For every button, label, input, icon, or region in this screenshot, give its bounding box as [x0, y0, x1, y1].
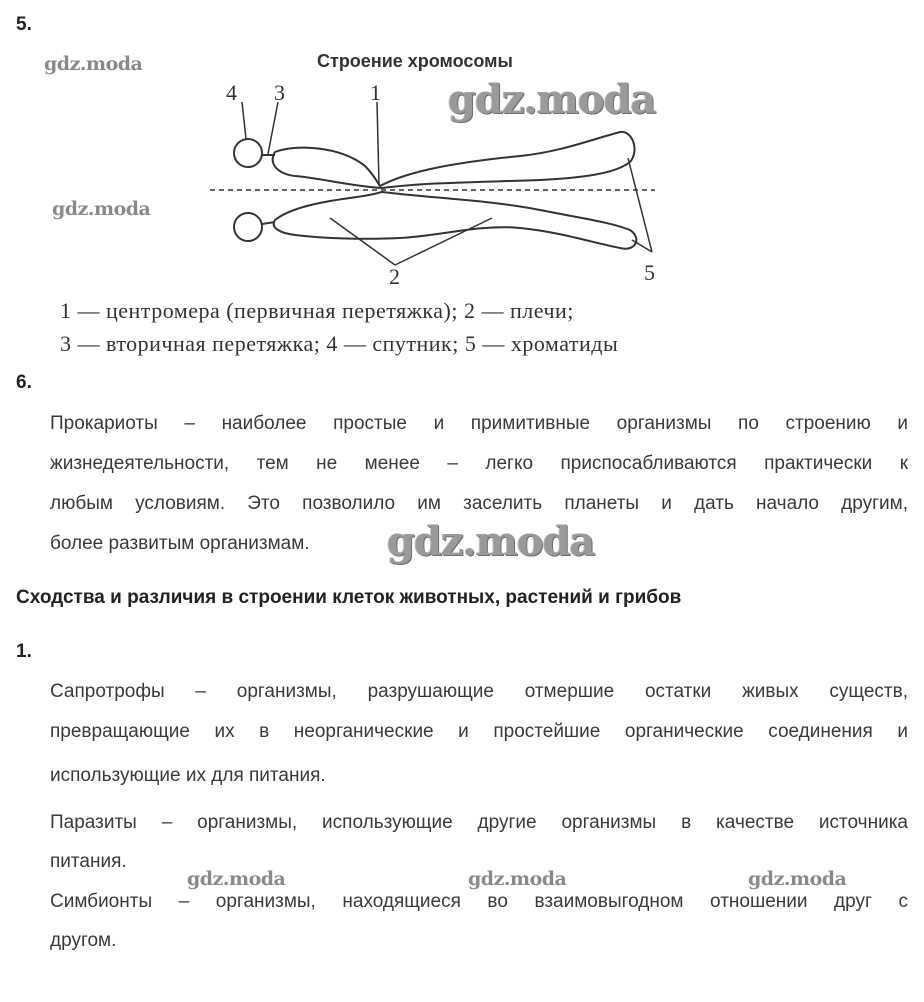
- watermark-logo: gdz.moda: [187, 868, 286, 890]
- section-1-number: 1.: [16, 641, 32, 662]
- label-4: 4: [226, 80, 237, 105]
- watermark-logo: gdz.moda: [387, 518, 595, 565]
- section-6-line-2: жизнедеятельности, тем не менее – легко приспосабливаются практически к: [50, 453, 908, 474]
- leader-line-4: [242, 102, 246, 139]
- chromosome-diagram: [200, 70, 670, 295]
- label-1: 1: [370, 80, 381, 105]
- label-3: 3: [274, 80, 285, 105]
- section-6-line-4: более развитым организмам.: [50, 533, 310, 554]
- leader-line-3: [268, 102, 278, 154]
- section-heading: Сходства и различия в строении клеток животных, растений и грибов: [16, 587, 682, 608]
- section-1-line-4: Паразиты – организмы, использующие другие организмы в качестве источника: [50, 812, 908, 833]
- section-1-line-5: питания.: [50, 851, 127, 872]
- section-5-number: 5.: [16, 14, 32, 35]
- label-2: 2: [389, 264, 400, 289]
- section-6-line-1: Прокариоты – наиболее простые и примитивные организмы по строению и: [50, 413, 908, 434]
- watermark-logo: gdz.moda: [44, 53, 143, 75]
- section-6-line-3: любым условиям. Это позволило им заселить планеты и дать начало другим,: [50, 493, 908, 514]
- watermark-logo: gdz.moda: [748, 868, 847, 890]
- watermark-logo: gdz.moda: [52, 198, 151, 220]
- section-1-line-6: Симбионты – организмы, находящиеся во взаимовыгодном отношении друг с: [50, 891, 908, 912]
- diagram-title: Строение хромосомы: [317, 51, 513, 71]
- leader-line-2b: [395, 218, 492, 265]
- section-6-number: 6.: [16, 372, 32, 393]
- watermark-logo: gdz.moda: [448, 76, 656, 123]
- watermark-logo: gdz.moda: [468, 868, 567, 890]
- section-1-line-1: Сапротрофы – организмы, разрушающие отмершие остатки живых существ,: [50, 681, 908, 702]
- diagram-caption-line-1: 1 — центромера (первичная перетяжка); 2 — плечи;: [60, 298, 574, 323]
- upper-satellite: [234, 139, 262, 167]
- leader-line-5a: [628, 158, 652, 252]
- diagram-caption-line-2: 3 — вторичная перетяжка; 4 — спутник; 5 — хроматиды: [60, 331, 619, 356]
- lower-chromatid: [274, 192, 637, 249]
- leader-line-2a: [330, 218, 395, 265]
- section-1-line-7: другом.: [50, 930, 117, 951]
- section-1-line-2: превращающие их в неорганические и простейшие органические соединения и: [50, 721, 908, 742]
- lower-satellite: [234, 213, 262, 241]
- section-1-line-3: использующие их для питания.: [50, 765, 326, 786]
- upper-chromatid: [273, 132, 635, 188]
- leader-line-1: [377, 102, 379, 184]
- label-5: 5: [644, 260, 655, 285]
